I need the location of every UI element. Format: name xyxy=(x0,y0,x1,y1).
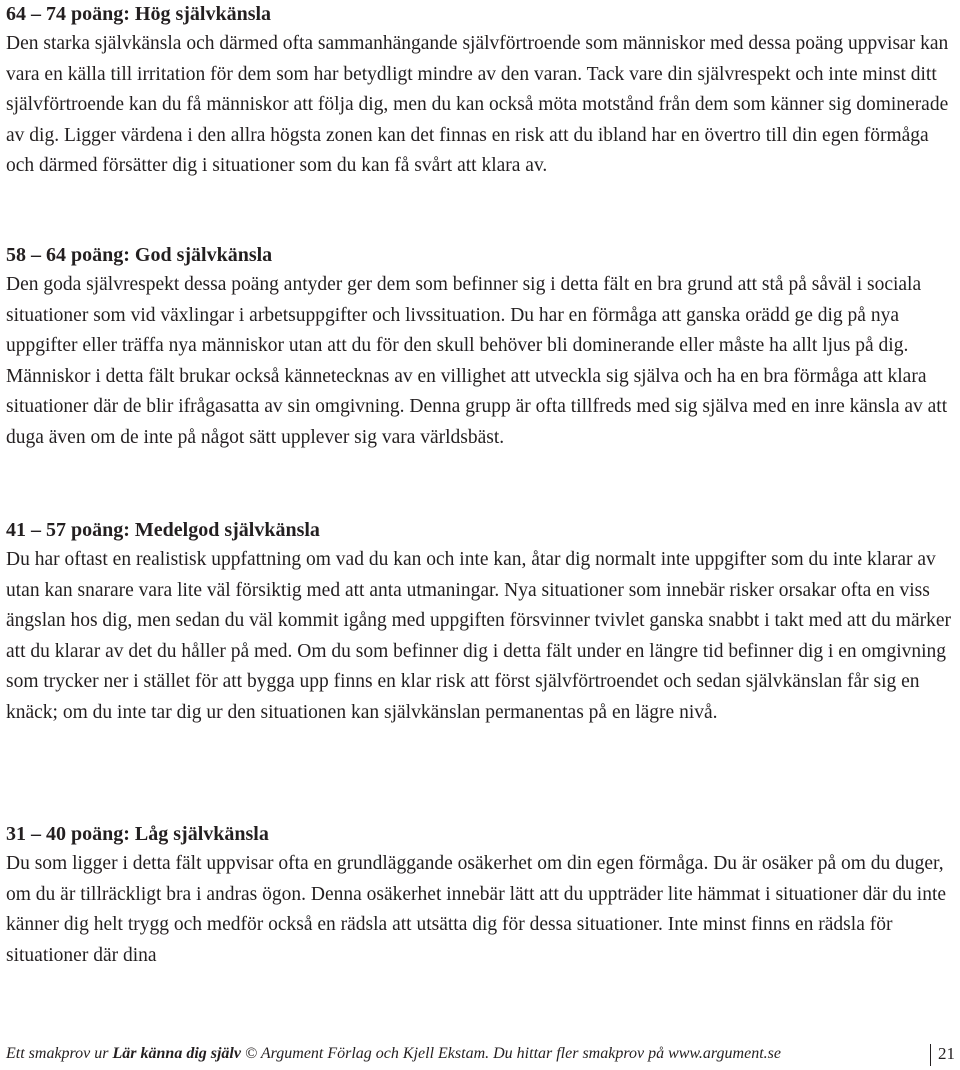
section-body: Den goda självrespekt dessa poäng antyder ger dem som befinner sig i detta fält en bra grund att stå på såväl i sociala situationer som vid växlingar i arbetsuppgifter och livssituation. Du har en förmåga att ganska orädd ge dig på nya uppgifter eller träffa nya människor utan att du för den skull behöver bli dominerande eller måste ha allt ljus på dig. Människor i detta fält brukar också kännetecknas av en villighet att utveckla sig själva och ha en bra förmåga att klara situationer där de blir ifrågasatta av sin omgivning. Denna grupp är ofta tillfreds med sig själva med en inre känsla av att duga även om de inte på något sätt upplever sig vara världsbäst. xyxy=(6,274,948,448)
section-good-self-esteem xyxy=(6,240,954,454)
footer-divider xyxy=(930,1044,931,1066)
section-high-self-esteem xyxy=(6,0,954,182)
page-number: 21 xyxy=(938,1044,955,1063)
section-body: Du som ligger i detta fält uppvisar ofta en grundläggande osäkerhet om din egen förmåga. Du är osäker på om du duger, om du är tillräckligt bra i andras ögon. Denna osäkerhet innebär lätt att du uppträder lite hämmat i situationer där du inte känner dig helt trygg och medför också en rädsla att utsätta dig för dessa situationer. Inte minst finns en rädsla för situationer där dina xyxy=(6,853,947,966)
section-heading: 64 – 74 poäng: Hög självkänsla xyxy=(6,3,272,25)
footer-credit xyxy=(6,1042,781,1066)
section-low-self-esteem xyxy=(6,819,954,971)
page-footer xyxy=(6,1042,956,1070)
footer-prefix: Ett smakprov ur xyxy=(6,1045,113,1062)
section-average-self-esteem xyxy=(6,515,954,729)
section-heading: 58 – 64 poäng: God självkänsla xyxy=(6,244,273,266)
footer-suffix: © Argument Förlag och Kjell Ekstam. Du hittar fler smakprov på www.argument.se xyxy=(240,1045,781,1062)
section-heading: 31 – 40 poäng: Låg självkänsla xyxy=(6,823,269,845)
section-body: Den starka självkänsla och därmed ofta sammanhängande självförtroende som människor med dessa poäng uppvisar kan vara en källa till irritation för dem som har betydligt mindre av den varan. Tack vare din självrespekt och inte minst ditt självförtroende kan du få människor att följa dig, men du kan också möta motstånd från dem som känner sig dominerade av dig. Ligger värdena i den allra högsta zonen kan det finnas en risk att du ibland har en övertro till din egen förmåga och därmed försätter dig i situationer som du kan få svårt att klara av. xyxy=(6,33,949,177)
footer-book-title: Lär känna dig själv xyxy=(112,1045,241,1062)
section-heading: 41 – 57 poäng: Medelgod självkänsla xyxy=(6,519,320,541)
section-body: Du har oftast en realistisk uppfattning om vad du kan och inte kan, åtar dig normalt inte uppgifter som du inte klarar av utan kan snarare vara lite väl försiktig med att anta utmaningar. Nya situationer som innebär risker orsakar ofta en viss ängslan hos dig, men sedan du väl kommit igång med uppgiften försvinner tvivlet ganska snabbt i takt med att du märker att du klarar av det du håller på med. Om du som befinner dig i detta fält under en längre tid befinner dig i en omgivning som trycker ner i stället för att bygga upp finns en klar risk att först självförtroendet och sedan självkänslan får sig en knäck; om du inte tar dig ur den situationen kan självkänslan permanentas på en lägre nivå. xyxy=(6,549,952,723)
